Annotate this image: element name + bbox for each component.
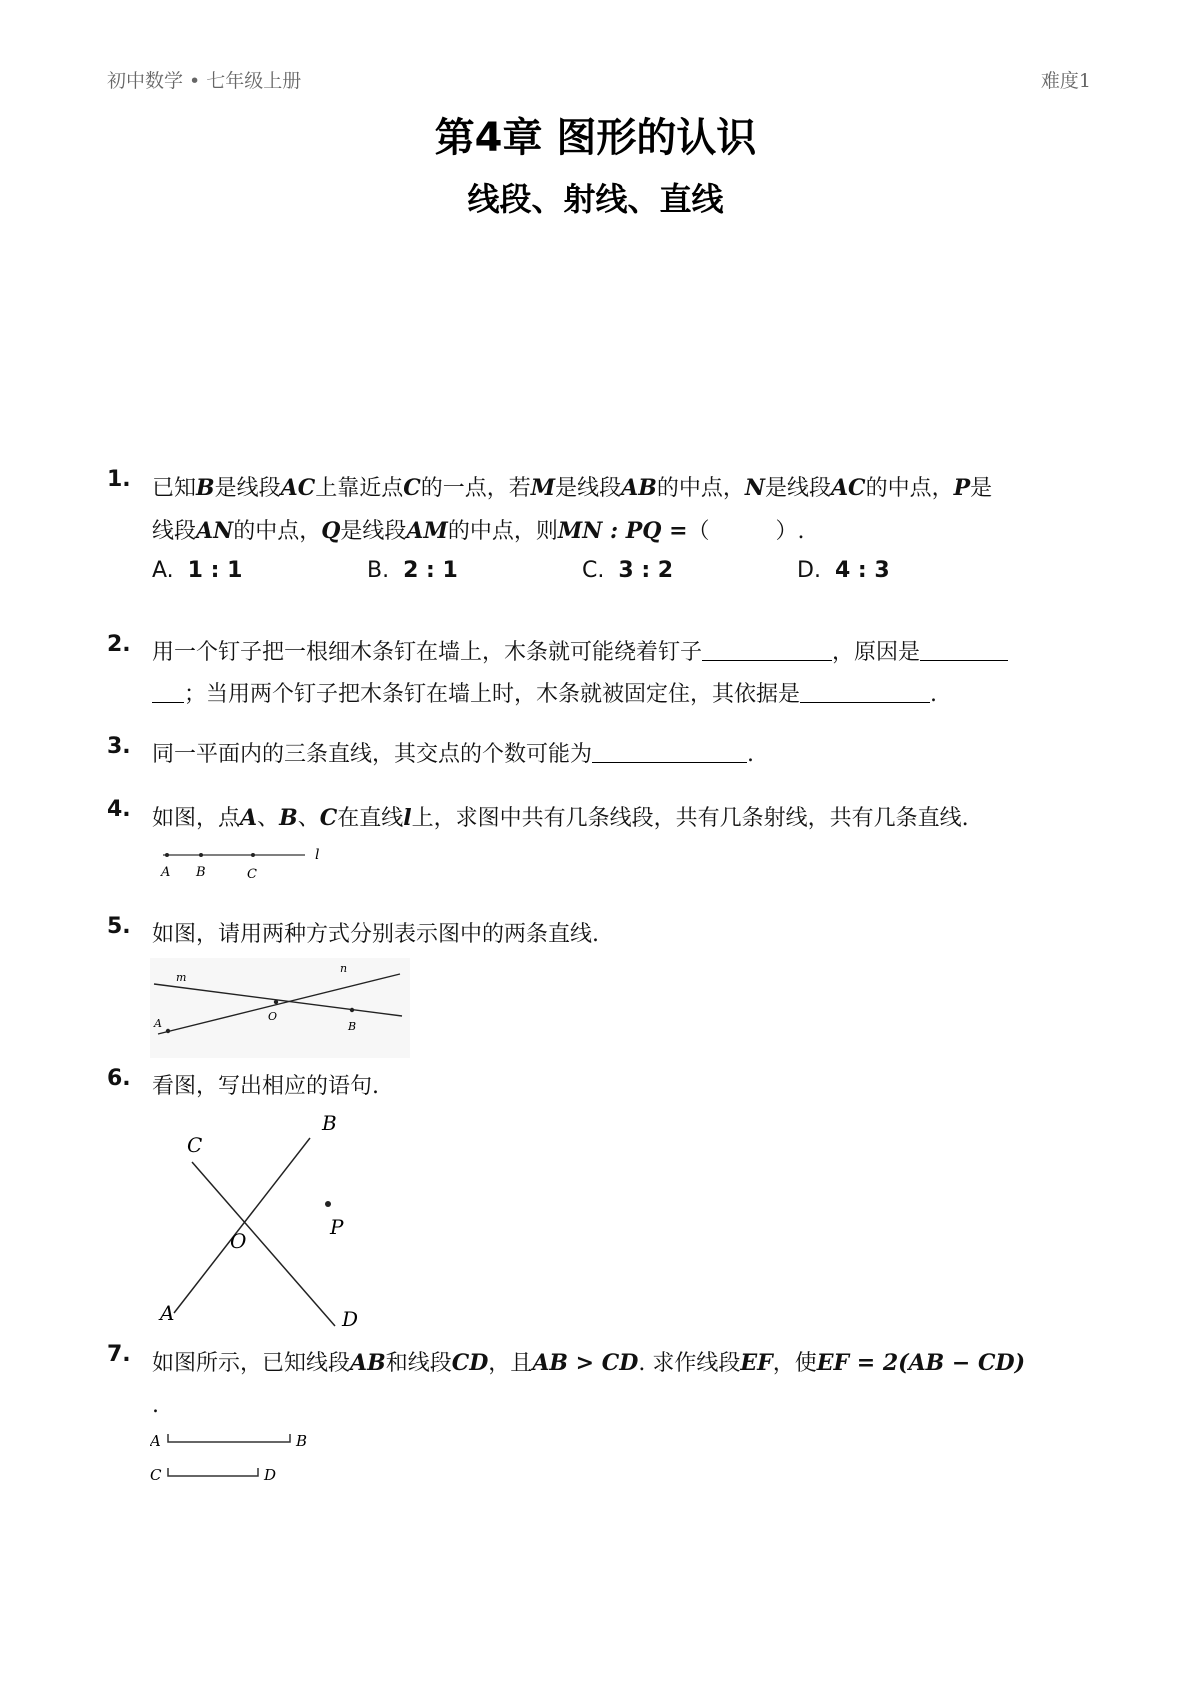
question-text: 如图，请用两种方式分别表示图中的两条直线. [152,922,599,947]
option-b[interactable]: B. 2 : 1 [367,558,458,583]
point-a [165,853,169,857]
question-number: 2. [107,632,131,657]
label-a: A [154,1017,162,1030]
question-text: 用一个钉子把一根细木条钉在墙上，木条就可能绕着钉子 ，原因是 ；当用两个钉子把木条钉在墙上时，木条就被固定住，其依据是 . [152,632,1097,716]
label-c: C [150,1466,162,1484]
question-text: 如图所示，已知线段AB和线段CD，且AB > CD. 求作线段EF，使EF = 2(AB − CD) . [152,1350,1026,1418]
header-right: 难度1 [1040,70,1091,92]
label-o: O [230,1229,247,1253]
segment-cd [168,1468,258,1476]
question-text: 已知B是线段AC上靠近点C的一点，若M是线段AB的中点，N是线段AC的中点，P是 线段AN的中点，Q是线段AM的中点，则MN : PQ =（ ）. [152,475,993,544]
label-o: O [268,1010,278,1023]
figure-segments-ab-cd [150,1422,340,1494]
answer-blank[interactable] [800,680,930,703]
point-o [274,1000,278,1004]
figure-lines-m-n [150,958,410,1058]
figure-background [150,958,410,1058]
label-b: B [348,1020,357,1033]
label-d: D [342,1307,359,1331]
question-number: 1. [107,467,131,492]
point-a [166,1029,170,1033]
question-number: 7. [107,1342,131,1367]
answer-blank[interactable] [592,740,747,763]
point-p [325,1201,331,1207]
question-number: 6. [107,1066,131,1091]
segment-ab [168,1434,290,1442]
answer-blank[interactable] [920,638,1008,661]
label-b: B [322,1111,337,1135]
question-text: 同一平面内的三条直线，其交点的个数可能为 . [152,742,755,767]
page-subtitle: 线段、射线、直线 [467,180,724,218]
label-d: D [264,1466,277,1484]
answer-blank[interactable] [702,638,832,661]
page-title: 第4章 图形的认识 [434,115,757,161]
point-b [199,853,203,857]
point-b [350,1008,354,1012]
label-m: m [176,971,187,984]
label-a: A [161,865,171,880]
label-a: A [150,1432,161,1450]
figure-intersecting-lines [150,1110,370,1340]
header-left: 初中数学 • 七年级上册 [107,70,302,92]
question-number: 4. [107,797,131,822]
label-l: l [315,847,320,863]
option-a[interactable]: A. 1 : 1 [152,558,243,583]
line-cd [192,1162,335,1326]
answer-blank-continued[interactable] [152,680,184,703]
question-number: 3. [107,734,131,759]
question-text: 如图，点A、B、C在直线l上，求图中共有几条线段，共有几条射线，共有几条直线. [152,805,969,831]
figure-line-l [155,840,325,885]
question-number: 5. [107,914,131,939]
question-text: 看图，写出相应的语句. [152,1074,379,1099]
label-b: B [196,865,206,880]
point-c [251,853,255,857]
option-d[interactable]: D. 4 : 3 [797,558,890,583]
label-n: n [340,962,348,975]
label-a: A [160,1301,175,1325]
label-c: C [247,867,257,882]
label-p: P [330,1215,344,1239]
option-c[interactable]: C. 3 : 2 [582,558,674,583]
label-b: B [296,1432,308,1450]
label-c: C [187,1133,203,1157]
